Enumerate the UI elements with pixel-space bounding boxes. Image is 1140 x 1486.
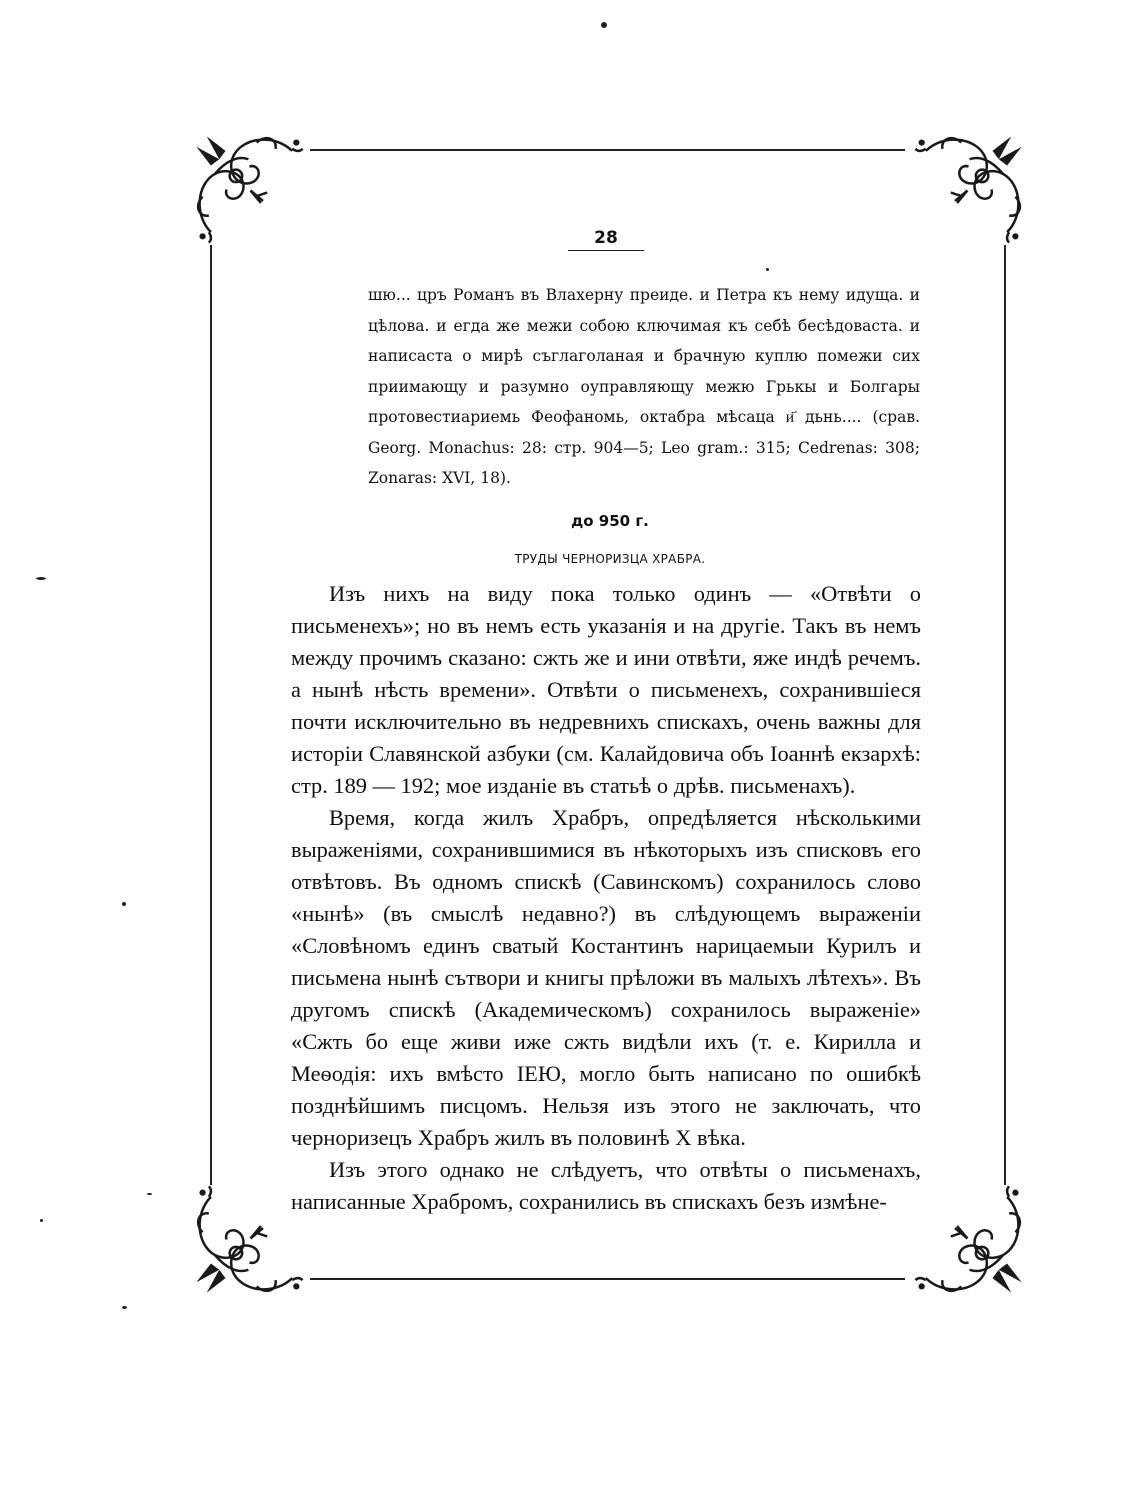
scan-speck — [122, 1306, 127, 1309]
paragraph-3: Изъ этого однако не слѣдуетъ, что отвѣты о письменахъ, написанные Храбромъ, сохранились въ спискахъ безъ измѣне- — [291, 1157, 921, 1214]
quoted-source-text: шю... цръ Романъ въ Влахерну преиде. и Петра къ нему идуща. и цѣлова. и егда же межи собою ключимая къ себѣ бесѣдоваста. и написаста о мирѣ съглаголаная и брачную куплю помежи сих приимающу и разумно оуправляющу межю Грькы и Болгары протовестиариемь Феофаномь, октабра мѣсаца и҃ дьнь.... (срав. Georg. Monachus: 28: стр. 904—5; Leo gram.: 315; Cedrenas: 308; Zonaras: XVI, 18). — [368, 286, 920, 487]
frame-right-line — [1004, 245, 1006, 1185]
paragraph-1: Изъ нихъ на виду пока только одинъ — «Отвѣти о письменехъ»; но въ немъ есть указанія и на другіе. Такъ въ немъ между прочимъ сказано: сжть же и ини отвѣти, яже индѣ речемъ. а нынѣ нѣсть времени». Отвѣти о письменехъ, сохранившіеся почти исключительно въ недревнихъ спискахъ, очень важны для исторіи Славянской азбуки (см. Калайдовича объ Іоаннѣ екзархѣ: стр. 189 — 192; мое изданіе въ статьѣ о дрѣв. письменахъ). — [291, 581, 921, 798]
frame-top-line — [310, 149, 905, 151]
corner-ornament-bottom-right — [905, 1176, 1030, 1301]
scan-speck — [766, 268, 769, 271]
scan-speck — [36, 577, 46, 580]
scan-speck — [40, 1219, 43, 1222]
section-subtitle: ТРУДЫ ЧЕРНОРИЗЦА ХРАБРА. — [514, 552, 706, 566]
frame-bottom-line — [310, 1278, 905, 1280]
main-body-text — [291, 578, 921, 1218]
frame-left-line — [210, 245, 212, 1185]
corner-ornament-top-left — [188, 128, 313, 253]
page-number: 28 — [568, 228, 644, 251]
scan-speck — [147, 1193, 152, 1195]
scan-speck — [601, 22, 607, 28]
scan-speck — [122, 902, 126, 906]
paragraph-2: Время, когда жилъ Храбръ, опредѣляется нѣсколькими выраженіями, сохранившимися въ нѣкоторыхъ изъ списковъ его отвѣтовъ. Въ одномъ спискѣ (Савинскомъ) сохранилось слово «нынѣ» (въ смыслѣ недавно?) въ слѣдующемъ выраженіи «Словѣномъ единъ сватый Костантинъ нарицаемыи Курилъ и письмена нынѣ сътвори и книгы прѣложи въ малыхъ лѣтехъ». Въ другомъ спискѣ (Академическомъ) сохранилось выраженіе» «Сжть бо еще живи иже сжть видѣли ихъ (т. е. Кирилла и Меѳодія: ихъ вмѣсто ІЕЮ, могло быть написано по ошибкѣ позднѣйшимъ писцомъ. Нельзя изъ этого не заключать, что черноризецъ Храбръ жилъ въ половинѣ X вѣка. — [291, 805, 921, 1150]
section-year-heading: до 950 г. — [571, 512, 649, 530]
corner-ornament-top-right — [905, 128, 1030, 253]
